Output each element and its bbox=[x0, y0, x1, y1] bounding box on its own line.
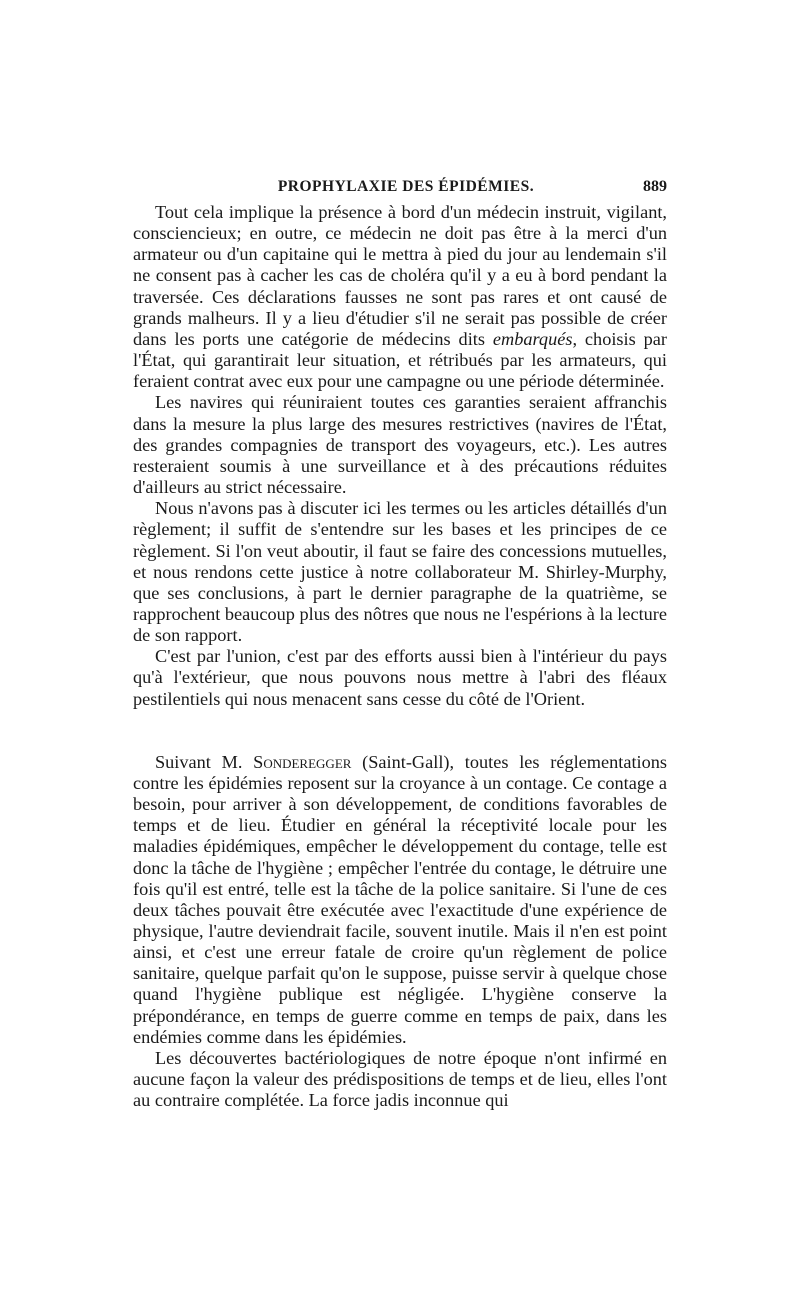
section-break bbox=[133, 710, 667, 752]
paragraph-6: Les découvertes bactériologiques de notre époque n'ont infirmé en aucune façon la valeur des prédispositions de temps et de lieu, elles l'ont au contraire complétée. La force jadis inconnue qui bbox=[133, 1047, 667, 1111]
paragraph-1-italic: embarqués bbox=[492, 328, 573, 349]
paragraph-3: Nous n'avons pas à discuter ici les termes ou les articles détaillés d'un règlement; il suffit de s'entendre sur les bases et les principes de ce règlement. Si l'on veut aboutir, il faut se faire des concessions mutuelles, et nous rendons cette justice à notre collaborateur M. Shirley-Murphy, que ses conclusions, à part le dernier paragraphe de la quatrième, se rapprochent beaucoup plus des nôtres que nous ne l'espérions à la lecture de son rapport. bbox=[133, 498, 667, 646]
running-title: PROPHYLAXIE DES ÉPIDÉMIES. bbox=[277, 178, 535, 195]
paragraph-1 bbox=[133, 202, 667, 392]
paragraph-1-text-a: Tout cela implique la présence à bord d'un médecin instruit, vigilant, consciencieux; en outre, ce médecin ne doit pas être à la merci d'un armateur ou d'un capitaine qui le mettra à pied du jour au lendemain s'il ne consent pas à cacher les cas de choléra qu'il y a eu à bord pendant la traversée. Ces déclarations fausses ne sont pas rares et ont causé de grands malheurs. Il y a lieu d'étudier s'il ne serait pas possible de créer dans les ports une catégorie de médecins dits bbox=[133, 202, 667, 349]
author-name: Sonderegger bbox=[253, 751, 352, 772]
running-head bbox=[145, 175, 667, 199]
paragraph-5-rest: (Saint-Gall), toutes les réglementations contre les épidémies reposent sur la croyance à un contage. Ce contage a besoin, pour arriver à son développement, de conditions favorables de temps et de lieu. Étudier en général la réceptivité locale pour les maladies épidémiques, empêcher le développement du contage, telle est donc la tâche de l'hygiène ; empêcher l'entrée du contage, le détruire une fois qu'il est entré, telle est la tâche de la police sanitaire. Si l'une de ces deux tâches pouvait être exécutée avec l'exactitude d'une expérience de physique, l'autre deviendrait facile, souvent inutile. Mais il n'en est point ainsi, et c'est une erreur fatale de croire qu'un règlement de police sanitaire, quelque parfait qu'on le suppose, puisse servir à quelque chose quand l'hygiène publique est négligée. L'hygiène conserve la prépondérance, en temps de guerre comme en temps de paix, dans les endémies comme dans les épidémies. bbox=[133, 751, 667, 1047]
paragraph-4: C'est par l'union, c'est par des efforts aussi bien à l'intérieur du pays qu'à l'extérieur, que nous pouvons nous mettre à l'abri des fléaux pestilentiels qui nous menacent sans cesse du côté de l'Orient. bbox=[133, 646, 667, 709]
paragraph-5-lead: Suivant M. bbox=[155, 751, 254, 772]
paragraph-2: Les navires qui réuniraient toutes ces garanties seraient affranchis dans la mesure la plus large des mesures restrictives (navires de l'État, des grandes compagnies de transport des voyageurs, etc.). Les autres resteraient soumis à une surveillance et à des précautions réduites d'ailleurs au strict nécessaire. bbox=[133, 392, 667, 498]
body-text bbox=[133, 202, 667, 1111]
page-number: 889 bbox=[643, 178, 667, 195]
paragraph-5 bbox=[133, 752, 667, 1048]
paragraph-1-text-b: , choisis par l'État, qui garantirait leur situation, et rétribués par les armateurs, qui feraient contrat avec eux pour une campagne ou une période déterminée. bbox=[133, 328, 667, 392]
